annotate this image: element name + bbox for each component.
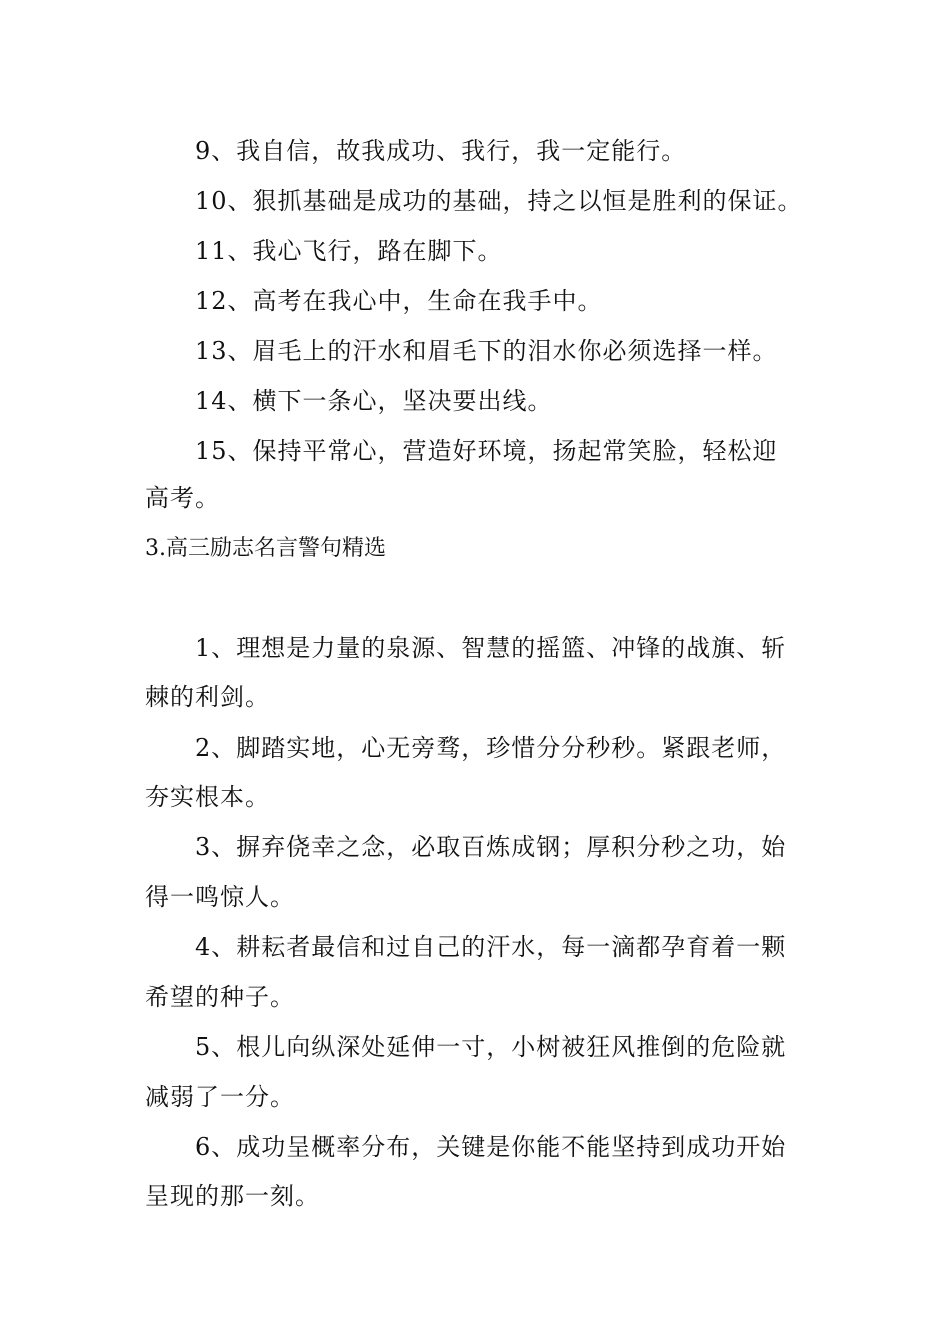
- motto-item-6-line1: 6、成功呈概率分布，关键是你能不能坚持到成功开始: [195, 1133, 787, 1161]
- motto-item-4-line2: 希望的种子。: [145, 983, 295, 1011]
- motto-item-5-line2: 减弱了一分。: [145, 1083, 295, 1111]
- quote-item-12: 12、高考在我心中，生命在我手中。: [195, 287, 603, 315]
- quote-item-9: 9、我自信，故我成功、我行，我一定能行。: [195, 137, 687, 165]
- section-heading: 3.高三励志名言警句精选: [145, 536, 386, 561]
- motto-item-1-line1: 1、理想是力量的泉源、智慧的摇篮、冲锋的战旗、斩: [195, 634, 787, 662]
- motto-item-3-line1: 3、摒弃侥幸之念，必取百炼成钢；厚积分秒之功，始: [195, 833, 787, 861]
- quote-item-10: 10、狠抓基础是成功的基础，持之以恒是胜利的保证。: [195, 187, 803, 215]
- motto-item-5-line1: 5、根儿向纵深处延伸一寸，小树被狂风推倒的危险就: [195, 1033, 787, 1061]
- motto-item-6-line2: 呈现的那一刻。: [145, 1182, 320, 1210]
- quote-item-11: 11、我心飞行，路在脚下。: [195, 237, 503, 265]
- quote-item-15-line2: 高考。: [145, 484, 220, 512]
- quote-item-14: 14、横下一条心，坚决要出线。: [195, 387, 553, 415]
- quote-item-13: 13、眉毛上的汗水和眉毛下的泪水你必须选择一样。: [195, 337, 778, 365]
- motto-item-1-line2: 棘的利剑。: [145, 683, 270, 711]
- motto-item-4-line1: 4、耕耘者最信和过自己的汗水，每一滴都孕育着一颗: [195, 933, 787, 961]
- motto-item-3-line2: 得一鸣惊人。: [145, 883, 295, 911]
- motto-item-2-line1: 2、脚踏实地，心无旁骛，珍惜分分秒秒。紧跟老师，: [195, 734, 787, 762]
- motto-item-2-line2: 夯实根本。: [145, 783, 270, 811]
- quote-item-15-line1: 15、保持平常心，营造好环境，扬起常笑脸，轻松迎: [195, 437, 778, 465]
